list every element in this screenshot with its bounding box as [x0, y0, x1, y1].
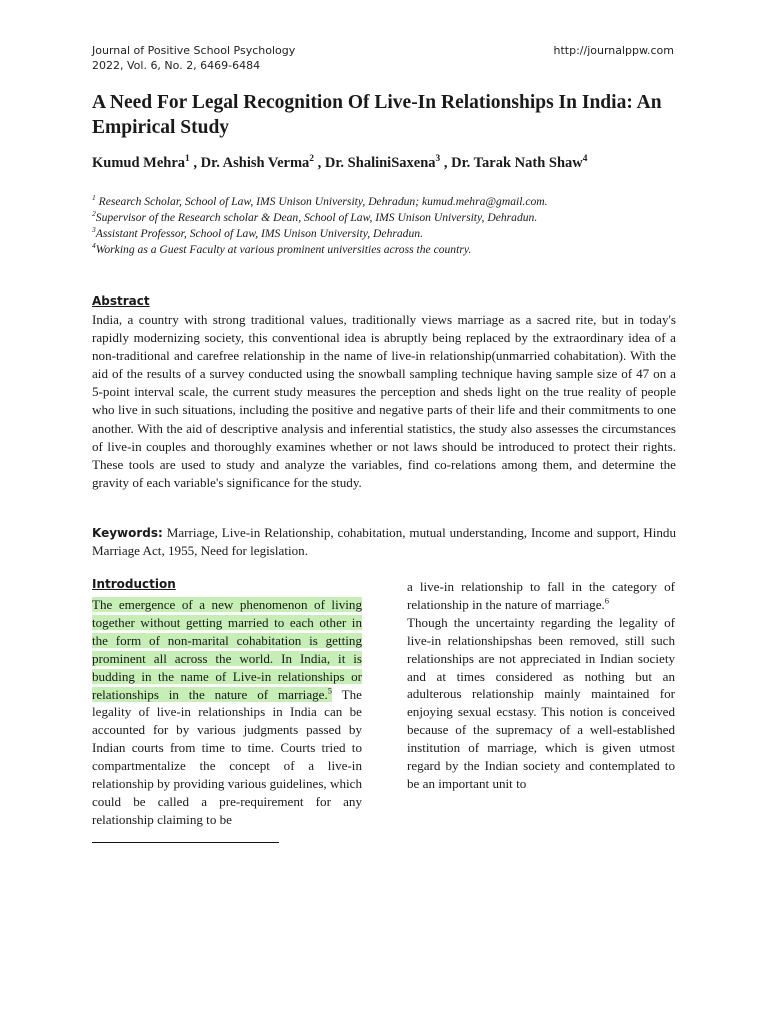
journal-url[interactable]: http://journalppw.com — [553, 44, 674, 57]
journal-issue: 2022, Vol. 6, No. 2, 6469-6484 — [92, 59, 261, 72]
author-affil-ref: 2 — [309, 154, 314, 165]
author-list: Kumud Mehra$^1$ , Dr. Ashish Verma$^2$ , Dr. ShaliniSaxena$^3$ , Dr. Tarak Nath Shaw$^4$ — [92, 154, 588, 171]
author-name: Dr. Ashish Verma — [200, 155, 310, 171]
highlighted-text[interactable]: The emergence of a new phenomenon of living together without getting married to each other in the form of non-marital cohabitation is getting prominent all across the world. In India, it is budding in the name of Live-in relationships or relationships in the nature of marriage.$^5$ — [92, 597, 362, 702]
footnote-ref: 6 — [604, 595, 610, 606]
abstract-text: India, a country with strong traditional values, traditionally views marriage as a sacred rite, but in today's rapidly modernizing society, this conventional idea is abruptly being replaced by the extraordinary idea of a non-traditional and carefree relationship in the name of live-in relationship(unmarried cohabitation). With the aid of the results of a survey conducted using the snowball sampling technique having sample size of 47 on a 5-point interval scale, the current study measures the perception and sheds light on the true reality of people who live in such situations, including the positive and negative parts of their life and their commitments to one another. With the aid of descriptive analysis and inferential statistics, the study also assesses the circumstances of live-in couples and thoroughly examines whether or not laws should be introduced to protect their rights. These tools are used to study and analyze the variables, find co-relations among them, and determine the gravity of each variable's significance for the study. — [92, 312, 676, 490]
affiliation-line: $^3$Assistant Professor, School of Law, IMS Unison University, Dehradun. — [92, 225, 423, 240]
affiliation-line: $^4$Working as a Guest Faculty at various prominent universities across the country. — [92, 241, 472, 256]
introduction-heading: Introduction — [92, 577, 176, 591]
author-name: Kumud Mehra — [92, 155, 186, 171]
paper-title: A Need For Legal Recognition Of Live-In Relationships In India: An Empirical Study — [92, 92, 662, 138]
affiliations — [92, 194, 692, 258]
author-name: Dr. Tarak Nath Shaw — [451, 155, 583, 171]
affiliation-line: $^2$Supervisor of the Research scholar & Dean, School of Law, IMS Unison University, Dehradun. — [92, 209, 538, 224]
keywords-text: Marriage, Live-in Relationship, cohabitation, mutual understanding, Income and support, Hindu Marriage Act, 1955, Need for legislation. — [92, 525, 676, 558]
keywords-label: Keywords: — [92, 526, 163, 540]
running-header-journal — [92, 43, 295, 73]
footnote-ref: 5 — [327, 685, 333, 696]
intro-left-column — [92, 596, 362, 829]
intro-left-text: The legality of live-in relationships in India can be accounted for by various judgments passed by Indian courts from time to time. Courts tried to compartmentalize the concept of a live-in relationship by providing various guidelines, which could be called a pre-requirement for any relationship claiming to be — [92, 686, 362, 827]
author-affil-ref: 4 — [582, 154, 588, 165]
author-name: Dr. ShaliniSaxena — [324, 155, 436, 171]
keywords — [92, 524, 676, 560]
footnote-separator — [92, 842, 279, 843]
author-affil-ref: 3 — [435, 154, 441, 165]
affiliation-line: $^1$ Research Scholar, School of Law, IMS Unison University, Dehradun; kumud.mehra@gmail.com. — [92, 193, 548, 208]
intro-right-para-1: a live-in relationship to fall in the category of relationship in the nature of marriage.$^6$ — [407, 579, 675, 612]
intro-right-para-2: Though the uncertainty regarding the legality of live-in relationshipshas been removed, still such relationships are not appreciated in Indian society and at times considered as nothing but an adulterous relationship mainly maintained for enjoying sexual ecstasy. This notion is conceived because of the supremacy of a well-established institution of marriage, which is given utmost regard by the Indian society and contemplated to be an important unit to — [407, 614, 675, 791]
author-affil-ref: 1 — [185, 154, 190, 165]
journal-name: Journal of Positive School Psychology — [92, 44, 296, 57]
intro-right-column — [407, 578, 675, 793]
abstract-heading: Abstract — [92, 294, 150, 308]
